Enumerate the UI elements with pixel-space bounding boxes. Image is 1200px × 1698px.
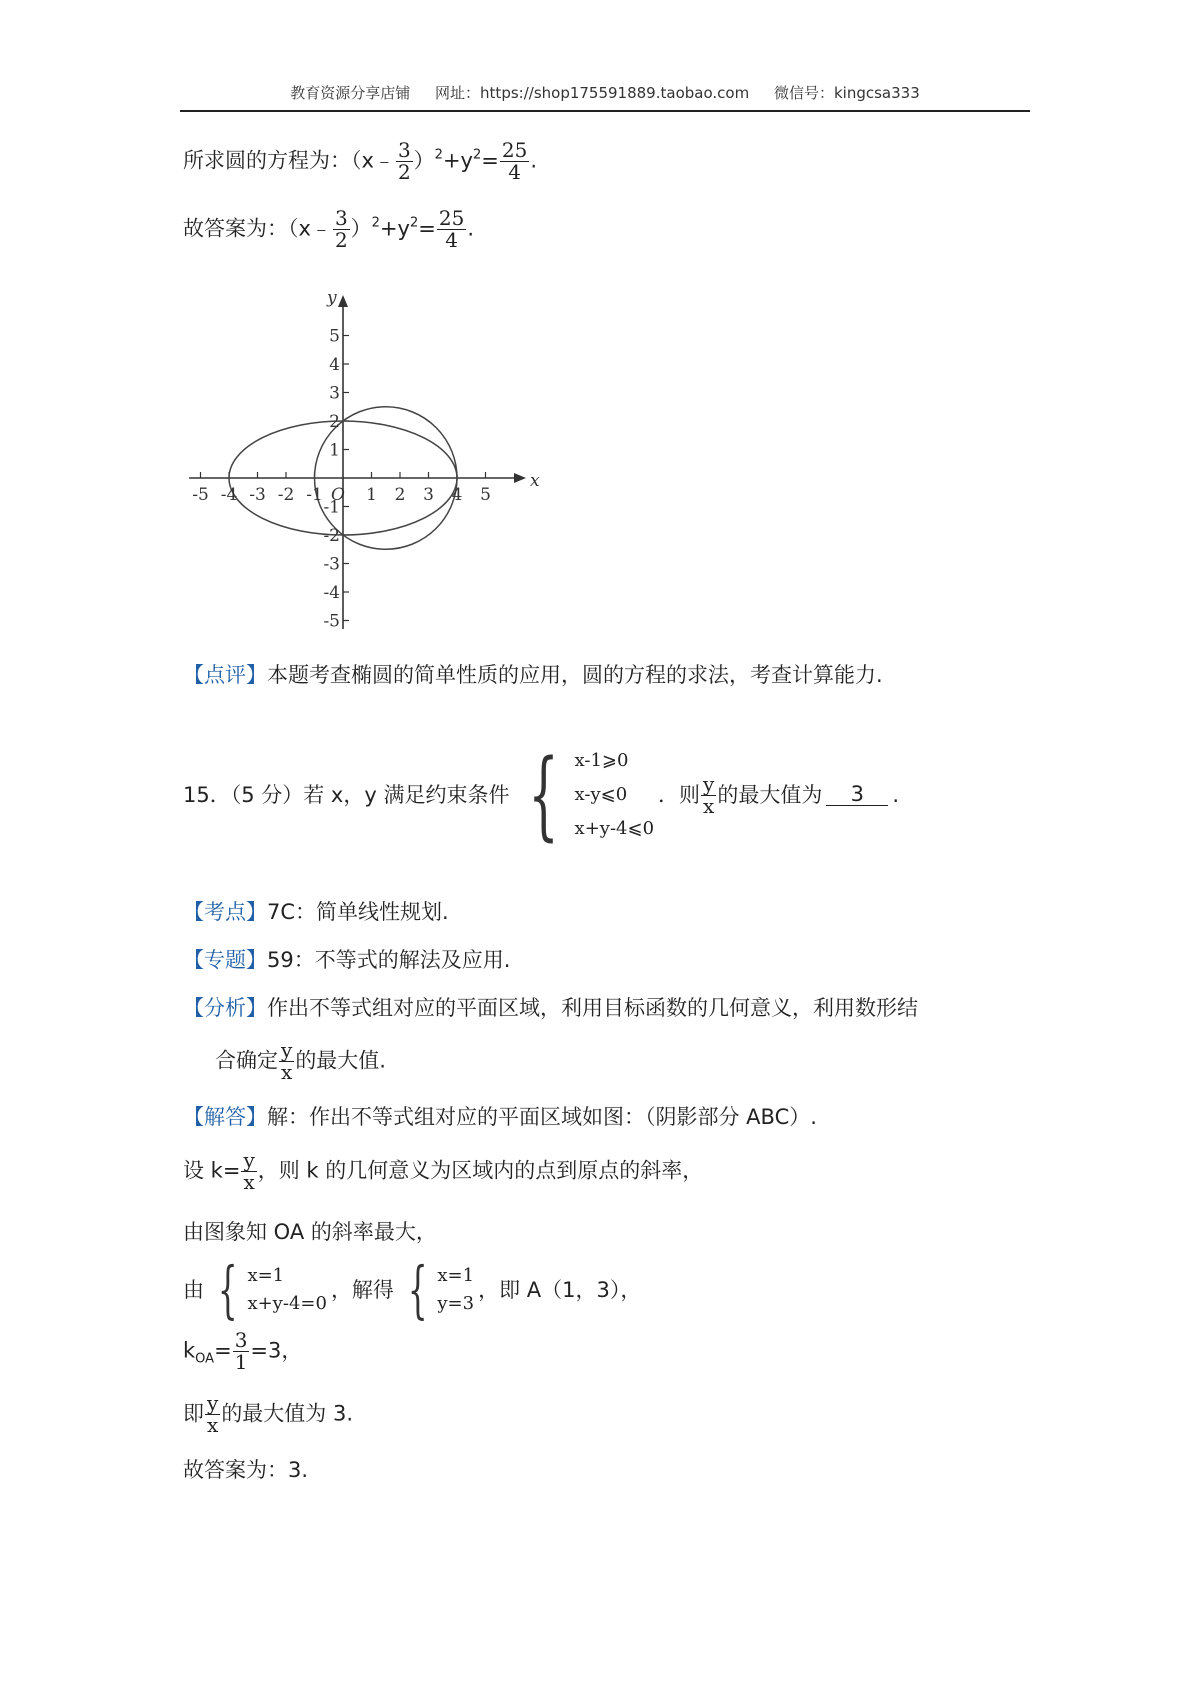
y-axis-label: y bbox=[327, 288, 337, 308]
x-tick-label: -5 bbox=[192, 485, 209, 505]
fraction-numerator: y bbox=[703, 771, 715, 796]
jieda-line bbox=[183, 1107, 817, 1128]
y-tick-label: 1 bbox=[329, 440, 340, 461]
fraction-denominator: x bbox=[207, 1413, 219, 1437]
period: . bbox=[467, 216, 475, 241]
ellipse-circle-graph bbox=[183, 278, 543, 648]
y-tick-label: -3 bbox=[323, 554, 340, 575]
fenxi-tag: 【分析】 bbox=[183, 996, 267, 1020]
fraction bbox=[437, 208, 466, 251]
exponent: 2 bbox=[409, 215, 419, 231]
slope-subscript: OA bbox=[195, 1351, 215, 1367]
system-b bbox=[398, 1253, 475, 1326]
system-b-row-1: x=1 bbox=[437, 1265, 475, 1286]
period: . bbox=[530, 148, 538, 173]
fraction-numerator: 3 bbox=[334, 206, 348, 230]
fraction-denominator: 2 bbox=[397, 160, 411, 184]
y-tick-label: -4 bbox=[323, 583, 340, 603]
zhuanti-text: 59：不等式的解法及应用. bbox=[267, 948, 511, 972]
fenxi-continuation bbox=[215, 1040, 386, 1083]
exponent: 2 bbox=[371, 215, 380, 231]
equals: = bbox=[418, 216, 436, 241]
fraction bbox=[241, 1150, 256, 1193]
fraction-denominator: 4 bbox=[445, 228, 458, 252]
zhuanti-line bbox=[183, 950, 510, 971]
s3-mid: ，解得 bbox=[330, 1277, 394, 1302]
x-tick-label: 5 bbox=[480, 485, 491, 505]
fenxi-cont-suffix: 的最大值. bbox=[295, 1048, 386, 1073]
fraction-numerator: 3 bbox=[397, 138, 411, 162]
s3-prefix: 由 bbox=[183, 1277, 204, 1302]
left-brace: { bbox=[528, 739, 560, 851]
system-a-row-2: x+y-4=0 bbox=[247, 1293, 327, 1314]
fraction-denominator: x bbox=[243, 1170, 255, 1194]
s5-suffix: 的最大值为 3. bbox=[221, 1401, 354, 1426]
kaodian-text: 7C：简单线性规划. bbox=[267, 900, 449, 924]
fraction bbox=[279, 1040, 294, 1083]
fraction bbox=[205, 1393, 220, 1436]
s6-text: 故答案为：3. bbox=[183, 1458, 309, 1482]
paren-close: ） bbox=[413, 148, 435, 173]
origin-label: O bbox=[331, 485, 345, 505]
paren-close: ） bbox=[350, 216, 372, 241]
x-axis-arrow bbox=[514, 473, 526, 483]
axes bbox=[189, 295, 526, 629]
review-line bbox=[183, 665, 883, 686]
constraint-1: x-1⩾0 bbox=[574, 750, 629, 771]
x-tick-label: 2 bbox=[394, 485, 406, 505]
exponent: 2 bbox=[434, 147, 443, 163]
s5-prefix: 即 bbox=[183, 1401, 204, 1426]
system-b-row-2: y=3 bbox=[437, 1293, 475, 1314]
system-a-row-1: x=1 bbox=[247, 1265, 285, 1286]
fraction-denominator: x bbox=[703, 793, 715, 818]
left-brace: { bbox=[217, 1253, 238, 1326]
equals: = bbox=[214, 1338, 232, 1363]
x-tick-label: 3 bbox=[423, 485, 434, 505]
y-tick-label: 4 bbox=[329, 355, 340, 375]
fraction-numerator: y bbox=[281, 1038, 293, 1062]
q15-lead: 15．（5 分）若 x，y 满足约束条件 bbox=[183, 782, 510, 807]
review-tag: 【点评】 bbox=[183, 663, 267, 687]
solution-step-1 bbox=[183, 1150, 703, 1193]
solution-step-6 bbox=[183, 1460, 308, 1481]
fraction bbox=[333, 208, 350, 251]
fraction-numerator: y bbox=[243, 1148, 255, 1172]
y-tick-label: -2 bbox=[323, 526, 340, 546]
constraint-2: x-y⩽0 bbox=[574, 784, 628, 805]
period: . bbox=[892, 782, 900, 807]
y-tick-label: -1 bbox=[323, 497, 340, 518]
header-site: 网址：https://shop175591889.taobao.com bbox=[435, 84, 750, 102]
x-tick-label: -2 bbox=[277, 485, 295, 505]
x-tick-label: 1 bbox=[366, 485, 377, 505]
s1-suffix: ，则 k 的几何意义为区域内的点到原点的斜率， bbox=[257, 1158, 704, 1183]
solution-step-4 bbox=[183, 1330, 302, 1373]
exponent: 2 bbox=[472, 147, 482, 163]
fraction-numerator: 3 bbox=[234, 1328, 248, 1352]
constraint-3: x+y-4⩽0 bbox=[574, 818, 655, 839]
fraction-numerator: y bbox=[207, 1391, 219, 1415]
fenxi-cont-prefix: 合确定 bbox=[215, 1048, 278, 1073]
left-brace: { bbox=[407, 1253, 428, 1326]
page-header bbox=[180, 82, 1030, 103]
fraction-numerator: 25 bbox=[438, 206, 465, 230]
s4-suffix: =3， bbox=[250, 1338, 303, 1363]
fraction-denominator: x bbox=[281, 1060, 293, 1084]
q15-ask: 的最大值为 bbox=[717, 782, 823, 807]
header-divider bbox=[180, 110, 1030, 112]
y-tick-label: 5 bbox=[329, 326, 340, 347]
fraction bbox=[500, 140, 529, 183]
answer1-prefix: 故答案为：（x﹣ bbox=[183, 216, 332, 241]
solution-step-5 bbox=[183, 1393, 353, 1436]
system-b-rows bbox=[437, 1262, 474, 1318]
fraction bbox=[233, 1330, 250, 1373]
plus-y: +y bbox=[379, 216, 410, 241]
x-tick-label: 4 bbox=[451, 485, 463, 505]
fraction-denominator: 4 bbox=[508, 160, 521, 184]
question-15 bbox=[183, 739, 900, 851]
fraction-denominator: 1 bbox=[234, 1350, 248, 1374]
fraction bbox=[396, 140, 413, 183]
system-a bbox=[208, 1253, 327, 1326]
fraction-numerator: 25 bbox=[501, 138, 528, 162]
s2-text: 由图象知 OA 的斜率最大， bbox=[183, 1220, 437, 1244]
kaodian-line bbox=[183, 902, 449, 923]
s1-prefix: 设 k= bbox=[183, 1158, 241, 1183]
y-tick-label: 2 bbox=[329, 412, 340, 432]
fraction bbox=[701, 771, 716, 818]
fenxi-line bbox=[183, 998, 918, 1019]
fraction-denominator: 2 bbox=[334, 228, 348, 252]
x-tick-label: -3 bbox=[249, 485, 266, 505]
y-tick-label: 3 bbox=[329, 383, 340, 404]
slope-k: k bbox=[183, 1338, 196, 1363]
jieda-text: 解：作出不等式组对应的平面区域如图：（阴影部分 ABC）. bbox=[267, 1105, 817, 1129]
header-shop: 教育资源分享店铺 bbox=[290, 84, 411, 102]
constraint-system bbox=[513, 739, 655, 851]
header-wechat: 微信号：kingcsa333 bbox=[773, 84, 920, 102]
q15-after: ．则 bbox=[658, 782, 701, 807]
answer-blank: 3 bbox=[826, 784, 888, 806]
review-text: 本题考查椭圆的简单性质的应用，圆的方程的求法，考查计算能力. bbox=[267, 663, 883, 687]
kaodian-tag: 【考点】 bbox=[183, 900, 267, 924]
plus-y: +y bbox=[442, 148, 473, 173]
circle-eq-prefix: 所求圆的方程为：（x﹣ bbox=[183, 148, 395, 173]
system-a-rows bbox=[247, 1262, 326, 1318]
constraint-rows bbox=[575, 744, 654, 846]
y-axis-arrow bbox=[338, 295, 348, 307]
fenxi-text: 作出不等式组对应的平面区域，利用目标函数的几何意义，利用数形结 bbox=[267, 996, 918, 1020]
x-tick-label: -1 bbox=[306, 485, 323, 505]
jieda-tag: 【解答】 bbox=[183, 1105, 267, 1129]
zhuanti-tag: 【专题】 bbox=[183, 948, 267, 972]
solution-step-3 bbox=[183, 1255, 641, 1325]
solution-step-2 bbox=[183, 1222, 437, 1243]
s3-suffix: ，即 A（1，3）， bbox=[478, 1277, 642, 1302]
answer-line-1 bbox=[183, 208, 474, 251]
x-tick-label: -4 bbox=[220, 485, 238, 505]
y-tick-label: -5 bbox=[323, 611, 340, 632]
tick-labels bbox=[192, 288, 540, 632]
equals: = bbox=[481, 148, 499, 173]
circle-equation-line bbox=[183, 140, 537, 183]
x-axis-label: x bbox=[530, 471, 540, 491]
